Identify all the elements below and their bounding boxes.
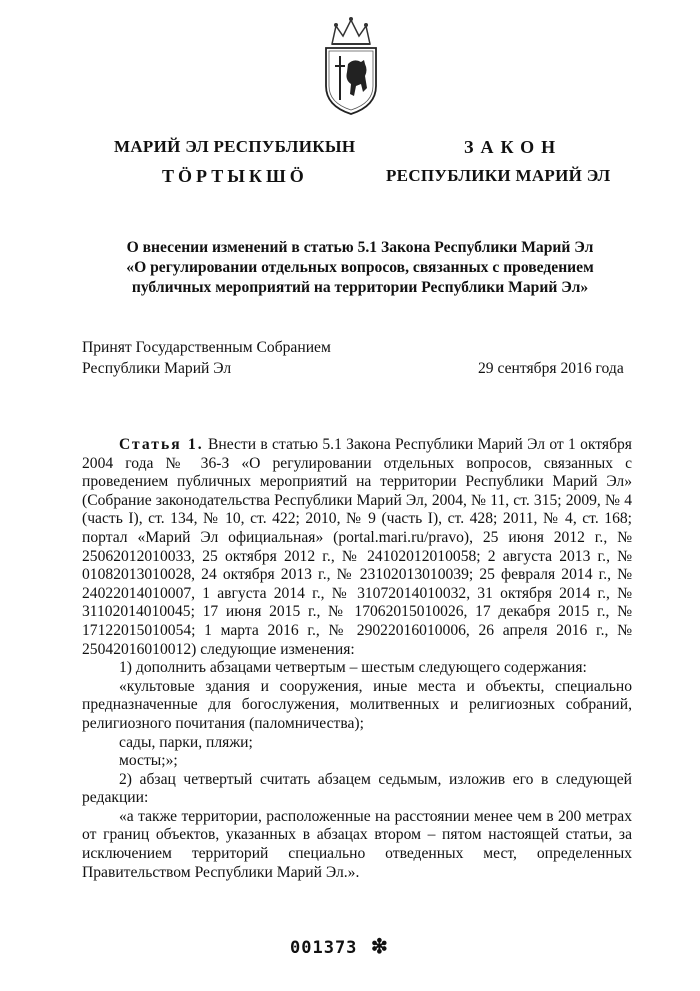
law-title-line3: публичных мероприятий на территории Республики Марий Эл» <box>131 279 589 296</box>
article-body <box>82 436 632 882</box>
law-title-line1: О внесении изменений в статью 5.1 Закона Республики Марий Эл <box>126 239 594 256</box>
header-left-line2: ТӦРТЫКШӦ <box>162 166 308 186</box>
article-intro-text: Внести в статью 5.1 Закона Республики Марий Эл от 1 октября 2004 года № 36-З «О регулировании отдельных вопросов, связанных с проведением публичных мероприятий на территории Республики Марий Эл» (Собрание законодательства Республики Марий Эл, 2004, № 11, ст. 315; 2009, № 4 (часть I), ст. 134, № 10, ст. 422; 2010, № 9 (часть I), ст. 428; 2011, № 4, ст. 168; портал «Марий Эл официальная» (portal.mari.ru/pravo), 25 июня 2012 г., № 25062012010033, 25 октября 2012 г., № 24102012010058; 2 августа 2013 г., № 01082013010028, 24 октября 2013 г., № 23102013010039; 25 февраля 2014 г., № 24022014010007, 1 августа 2014 г., № 31072014010032, 31 октября 2014 г., № 31102014010045; 17 июня 2015 г., № 17062015010026, 17 декабря 2015 г., № 17122015010054; 1 марта 2016 г., № 29022016010006, 26 апреля 2016 г., № 25042016010012) следующие изменения: <box>82 436 632 658</box>
adoption-date: 29 сентября 2016 года <box>478 360 624 377</box>
item-2: 2) абзац четвертый считать абзацем седьмым, изложив его в следующей редакции: <box>82 770 632 807</box>
coat-of-arms-emblem <box>318 14 384 118</box>
item-1: 1) дополнить абзацами четвертым – шестым следующего содержания: <box>119 659 587 677</box>
article-heading: Статья 1. <box>119 436 204 453</box>
header-right-line2: РЕСПУБЛИКИ МАРИЙ ЭЛ <box>386 166 611 185</box>
item-1-quote-1: «культовые здания и сооружения, иные места и объекты, специально предназначенные для богослужения, молитвенных и религиозных собраний, религиозного почитания (паломничества); <box>82 677 632 732</box>
article-intro-paragraph <box>82 436 632 659</box>
item-2-quote: «а также территории, расположенные на расстоянии менее чем в 200 метрах от границ объектов, указанных в абзацах втором – пятом настоящей статьи, за исключением территорий специально отведенных мест, определенных Правительством Республики Марий Эл.». <box>82 807 632 881</box>
adoption-line1: Принят Государственным Собранием <box>82 339 331 356</box>
adoption-info <box>82 337 331 379</box>
document-serial-number: 001373 <box>290 938 358 958</box>
law-title <box>70 238 650 298</box>
law-title-line2: «О регулировании отдельных вопросов, связанных с проведением <box>126 259 594 276</box>
adoption-line2: Республики Марий Эл <box>82 360 232 377</box>
header-left-line1: МАРИЙ ЭЛ РЕСПУБЛИКЫН <box>114 137 356 156</box>
footer-ornament-icon: ❇ <box>371 936 388 958</box>
header-right-line1: ЗАКОН <box>464 137 563 157</box>
item-1-quote-2: сады, парки, пляжи; <box>119 733 253 751</box>
item-1-quote-3: мосты;»; <box>119 752 178 770</box>
